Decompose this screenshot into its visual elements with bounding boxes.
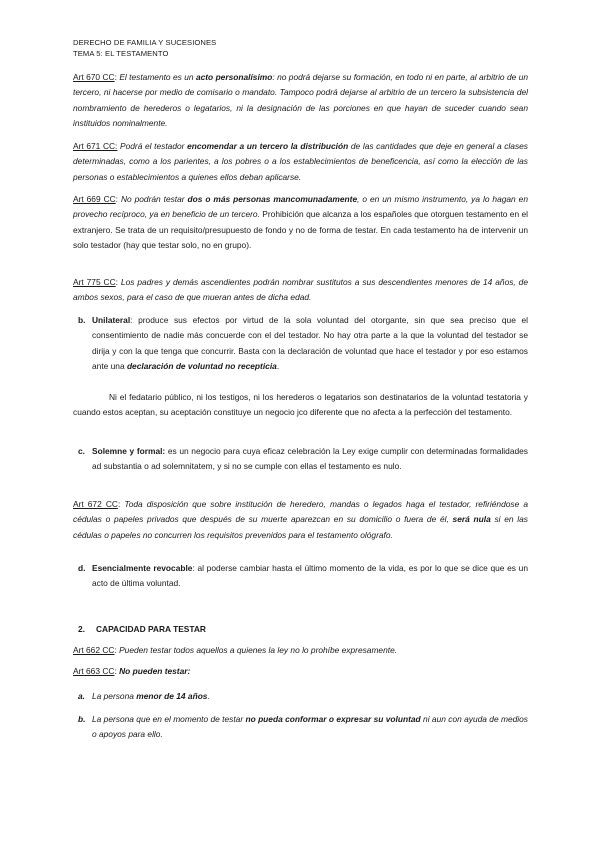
list-item-unilateral: b. Unilateral: produce sus efectos por virtud de la sola voluntad del otorgante, sin que sea preciso que el consentimiento de nadie más concuerde con el del testador. No hay otra parte a la que la voluntad del testador se dirija y con la que tenga que concurrir. Basta con la declaración de voluntad que hace el testador y por eso estamos ante una declaración de voluntad no recepticia. <box>78 315 528 372</box>
article-text: El testamento es un acto personalísimo: no podrá dejarse su formación, en todo ni en parte, al arbitrio de un tercero, ni hacerse por medio de comisario o mandato. Tampoco podrá dejarse al arbitrio de un tercero la subsistencia del nombramiento de herederos o legatarios, ni la designación de las porciones en que hayan de suceder cuando sean instituidos nominalmente. <box>73 72 529 129</box>
list-marker: b. <box>78 315 86 325</box>
list-marker: b. <box>78 714 86 724</box>
list-marker: c. <box>78 446 85 456</box>
article-ref: Art 670 CC <box>73 72 115 82</box>
paragraph-art-662: Art 662 CC: Pueden testar todos aquellos a quienes la ley no lo prohíbe expresamente. <box>73 645 398 655</box>
article-ref: Art 775 CC <box>73 277 116 287</box>
paragraph-note: Ni el fedatario público, ni los testigos, ni los herederos o legatarios son destinatarios de la voluntad testatoria y cuando estos aceptan, su aceptación constituye un negocio jco diferente que no afecta a la perfección del testamento. <box>73 392 528 418</box>
course-title: DERECHO DE FAMILIA Y SUCESIONES <box>73 38 217 47</box>
article-text: Los padres y demás ascendientes podrán nombrar sustitutos a sus descendientes menores de 14 años, de ambos sexos, para el caso de que mueran antes de dicha edad. <box>73 277 528 303</box>
section-heading: 2. CAPACIDAD PARA TESTAR <box>78 624 206 634</box>
article-text: No pueden testar: <box>119 666 191 676</box>
article-ref: Art 663 CC <box>73 666 115 676</box>
list-item-no-voluntad: b. La persona que en el momento de testar no pueda conformar o expresar su voluntad ni aun con ayuda de medios o apoyos para ello. <box>78 714 528 740</box>
paragraph-art-670: Art 670 CC: El testamento es un acto personalísimo: no podrá dejarse su formación, en todo ni en parte, al arbitrio de un tercero, ni hacerse por medio de comisario o mandato. Tampoco podrá dejarse al arbitrio de un tercero la subsistencia del nombramiento de herederos o legatarios, ni la designación de las porciones en que hayan de suceder cuando sean instituidos nominalmente. <box>73 72 529 129</box>
article-text: Pueden testar todos aquellos a quienes la ley no lo prohíbe expresamente. <box>119 645 398 655</box>
item-heading: Solemne y formal: <box>92 446 166 456</box>
item-heading: Unilateral <box>92 315 131 325</box>
article-text: Toda disposición que sobre institución de heredero, mandas o legados haga el testador, refiriéndose a cédulas o papeles privados que después de su muerte aparezcan en su domicilio o fuera de él, será nula si en las cédulas o papeles no concurren los requisitos prevenidos para el testamento ológrafo. <box>73 499 528 540</box>
article-ref: Art 671 CC: <box>73 141 118 151</box>
item-heading: Esencialmente revocable <box>92 563 193 573</box>
article-ref: Art 672 CC <box>73 499 118 509</box>
paragraph-art-669: Art 669 CC: No podrán testar dos o más personas mancomunadamente, o en un mismo instrumento, ya lo hagan en provecho recíproco, ya en beneficio de un tercero. Prohibición que alcanza a los españoles que otorguen testamento en el extranjero. Se trata de un requisito/presupuesto de fondo y no de forma de testar. En cada testamento ha de intervenir un solo testador (hay que testar solo, no en grupo). <box>73 194 529 251</box>
article-ref: Art 669 CC <box>73 194 116 204</box>
paragraph-art-663: Art 663 CC: No pueden testar: <box>73 666 191 676</box>
article-text: Podrá el testador encomendar a un tercero la distribución de las cantidades que deje en general a clases determinadas, como a los parientes, a los pobres o a los establecimientos de beneficencia, así como la elección de las personas o establecimientos a quienes ellos deban aplicarse. <box>73 141 528 182</box>
article-ref: Art 662 CC <box>73 645 115 655</box>
list-marker: d. <box>78 563 86 573</box>
commentary: Prohibición que alcanza a los españoles que otorguen testamento en el extranjero. Se trata de un requisito/presupuesto de fondo y no de forma de testar. En cada testamento ha de intervenir un solo testador (hay que testar solo, no en grupo). <box>73 209 529 251</box>
paragraph-art-775: Art 775 CC: Los padres y demás ascendientes podrán nombrar sustitutos a sus descendientes menores de 14 años, de ambos sexos, para el caso de que mueran antes de dicha edad. <box>73 277 528 303</box>
list-item-minor: a. La persona menor de 14 años. <box>73 689 528 704</box>
article-text: No podrán testar dos o más personas mancomunadamente, o en un mismo instrumento, ya lo hagan en provecho recíproco, ya en beneficio de un tercero. <box>73 194 528 220</box>
paragraph-art-672: Art 672 CC: Toda disposición que sobre institución de heredero, mandas o legados haga el testador, refiriéndose a cédulas o papeles privados que después de su muerte aparezcan en su domicilio o fuera de él, será nula si en las cédulas o papeles no concurren los requisitos prevenidos para el testamento ológrafo. <box>73 499 528 540</box>
list-item-solemne: c. Solemne y formal: es un negocio para cuya eficaz celebración la Ley exige cumplir con determinadas formalidades ad substantia o ad solemnitatem, y si no se cumple con ellas el testamento es nulo. <box>78 446 528 472</box>
list-item-revocable: d. Esencialmente revocable: al poderse cambiar hasta el último momento de la vida, es por lo que se dice que es un acto de última voluntad. <box>78 563 528 589</box>
paragraph-art-671 <box>73 139 528 185</box>
list-marker: a. <box>78 691 85 701</box>
topic-title: TEMA 5: EL TESTAMENTO <box>73 49 169 58</box>
